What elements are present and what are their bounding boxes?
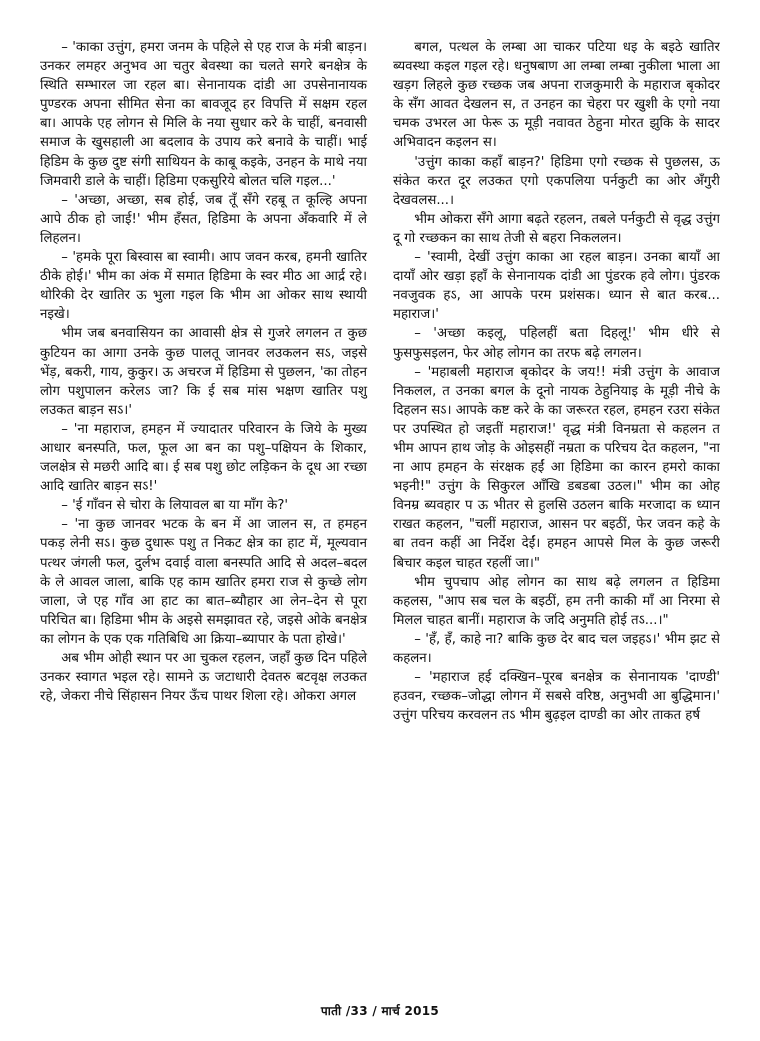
paragraph: – 'अच्छा, अच्छा, सब होई, जब तूँ सँगे रहबू त कूल्हि अपना आपे ठीक हो जाई!' भीम हँसत, हिडिमा के अपना अँकवारि में ले लिहलन। (40, 192, 367, 246)
paragraph: – 'महाबली महाराज बृकोदर के जय!! मंत्री उत्तुंग के आवाज निकलल, त उनका बगल के दूनो नायक ठेहुनियाइ के मूड़ी नीचे के दिहलन सऽ। आपके कष्ट करे के का जरूरत रहल, हमहन रउरा संकेत पर उपस्थित हो जइतीं महाराज!' वृद्ध मंत्री विनम्रता से कहलन त भीम आपन हाथ जोड़ के ओइसहीं नम्रता क परिचय देत कहलन, "ना ना आप हमहन के संरक्षक हईं आ हिडिमा का कारन हमरो काका भइनी!" उत्तुंग के सिकुरल आँखि डबडबा उठल।" भीम का ओह विनम्र ब्यवहार प ऊ भीतर से हुलसि उठलन बाकि मरजादा क ध्यान राखत कहलन, "चलीं महाराज, आसन पर बइठीं, फेर जवन कहे के बा तवन कहीं आ निर्देश देईं। हमहन आपसे मिल के कुछ जरूरी बिचार कइल चाहत रहलीं जा।" (393, 364, 720, 571)
paragraph: – 'हमके पूरा बिस्वास बा स्वामी। आप जवन करब, हमनी खातिर ठीके होई।' भीम का अंक में समात हिडिमा के स्वर मीठ आ आर्द्र रहे। थोरिकी देर खातिर ऊ भुला गइल कि भीम आ ओकर साथ स्थायी नइखे। (40, 250, 367, 323)
paragraph: अब भीम ओही स्थान पर आ चुकल रहलन, जहाँ कुछ दिन पहिले उनकर स्वागत भइल रहे। सामने ऊ जटाधारी देवतरु बटवृक्ष लउकत रहे, जेकरा नीचे सिंहासन नियर ऊँच पाथर शिला रहे। ओकरा अगल (40, 651, 367, 705)
paragraph: – 'हँ, हँ, काहे ना? बाकि कुछ देर बाद चल जइहऽ।' भीम झट से कहलन। (393, 631, 720, 666)
paragraph: भीम जब बनवासियन का आवासी क्षेत्र से गुजरे लगलन त कुछ कुटियन का आगा उनके कुछ पालतू जानवर लउकलन सऽ, जइसे भेंड़, बकरी, गाय, कुकुर। ऊ अचरज में हिडिमा से पुछलन, 'का तोहन लोग पशुपालन करेलऽ जा? कि ई सब मांस भक्षण खातिर पशु लउकत बाड़न सऽ।' (40, 326, 367, 418)
paragraph: भीम ओकरा सँगे आगा बढ़ते रहलन, तबले पर्नकुटी से वृद्ध उत्तुंग दू गो रच्छकन का साथ तेजी से बहरा निकललन। (393, 211, 720, 246)
paragraph: – 'काका उत्तुंग, हमरा जनम के पहिले से एह राज के मंत्री बाड़न। उनकर लमहर अनुभव आ चतुर बेवस्था का चलते सगरे बनक्षेत्र के स्थिति सम्भारल जा रहल बा। सेनानायक दांडी आ उपसेनानायक पुण्डरक अपना सीमित सेना का बावजूद हर विपत्ति में सक्षम रहल बा। आपके एह लोगन से मिलि के नया सुधार करे के चाहीं, बनवासी समाज के खुसहाली आ बदलाव के उपाय करे बनावे के चाहीं। भाई हिडिम के कुछ दुष्ट संगी साथियन के काबू कइके, उनहन के माथे नया जिमवारी डाले के चाहीं। हिडिमा एकसुरिये बोलत चलि गइल...' (40, 40, 367, 189)
right-column (393, 38, 720, 993)
left-column (40, 38, 367, 993)
paragraph: भीम चुपचाप ओह लोगन का साथ बढ़े लगलन त हिडिमा कहलस, "आप सब चल के बइठीं, हम तनी काकी माँ आ निरमा से मिलल चाहत बानीं। महाराज के जदि अनुमति होई तऽ...।" (393, 574, 720, 628)
paragraph: – 'स्वामी, देखीं उत्तुंग काका आ रहल बाड़न। उनका बायाँ आ दायाँ ओर खड़ा इहाँ के सेनानायक दांडी आ पुंडरक हवे लोग। पुंडरक नवजुवक हऽ, आ आपके परम प्रशंसक। ध्यान से बात करब... महाराज।' (393, 250, 720, 323)
paragraph: – 'अच्छा कइलू, पहिलहीं बता दिहलू!' भीम धीरे से फुसफुसइलन, फेर ओह लोगन का तरफ बढ़े लगलन। (393, 326, 720, 361)
paragraph: – 'ना कुछ जानवर भटक के बन में आ जालन स, त हमहन पकड़ लेनी सऽ। कुछ दुधारू पशु त निकट क्षेत्र का हाट में, मूल्यवान पत्थर जंगली फल, दुर्लभ दवाई वाला बनस्पति आदि से अदल–बदल के ले आवल जाला, बाकि एह काम खातिर हमरा राज से कुच्छे लोग जाला, जे एह गाँव आ हाट का बात–ब्यौहार आ लेन–देन से पूरा परिचित बा। हिडिमा भीम के अइसे समझावत रहे, जइसे ओके बनक्षेत्र का लोगन के एक एक गतिबिधि आ क्रिया–ब्यापार के पता होखे।' (40, 517, 367, 647)
paragraph: 'उत्तुंग काका कहाँ बाड़न?' हिडिमा एगो रच्छक से पुछलस, ऊ संकेत करत दूर लउकत एगो एकपलिया पर्नकुटी का ओर अँगुरी देखवलस...। (393, 154, 720, 208)
paragraph: बगल, पत्थल के लम्बा आ चाकर पटिया धइ के बइठे खातिर ब्यवस्था कइल गइल रहे। धनुषबाण आ लम्बा लम्बा नुकीला भाला आ खड़ग लिहले कुछ रच्छक जब अपना राजकुमारी के महाराज बृकोदर के सँग आवत देखलन स, त उनहन का चेहरा पर खुशी के एगो नया चमक उभरल आ फेरू ऊ मूड़ी नवावत ठेहुना मोरत झुकि के सादर अभिवादन कइलन स। (393, 40, 720, 151)
page-footer: पाती /33 / मार्च 2015 (320, 1004, 440, 1018)
paragraph: – 'ई गाँवन से चोरा के लियावल बा या माँग के?' (61, 498, 289, 514)
text-columns (40, 38, 720, 993)
paragraph: – 'महाराज हई दक्खिन–पूरब बनक्षेत्र क सेनानायक 'दाण्डी' हउवन, रच्छक–जोद्धा लोगन में सबसे वरिष्ठ, अनुभवी आ बुद्धिमान।' उत्तुंग परिचय करवलन तऽ भीम बुढ़इल दाण्डी का ओर ताकत हर्ष (393, 670, 720, 724)
paragraph: – 'ना महाराज, हमहन में ज्यादातर परिवारन के जिये के मुख्य आधार बनस्पति, फल, फूल आ बन का पशु–पक्षियन के शिकार, जलक्षेत्र से मछरी आदि बा। ई सब पशु छोट लड़िकन के दूध आ रच्छा आदि खातिर बाड़न सऽ!' (40, 421, 367, 495)
